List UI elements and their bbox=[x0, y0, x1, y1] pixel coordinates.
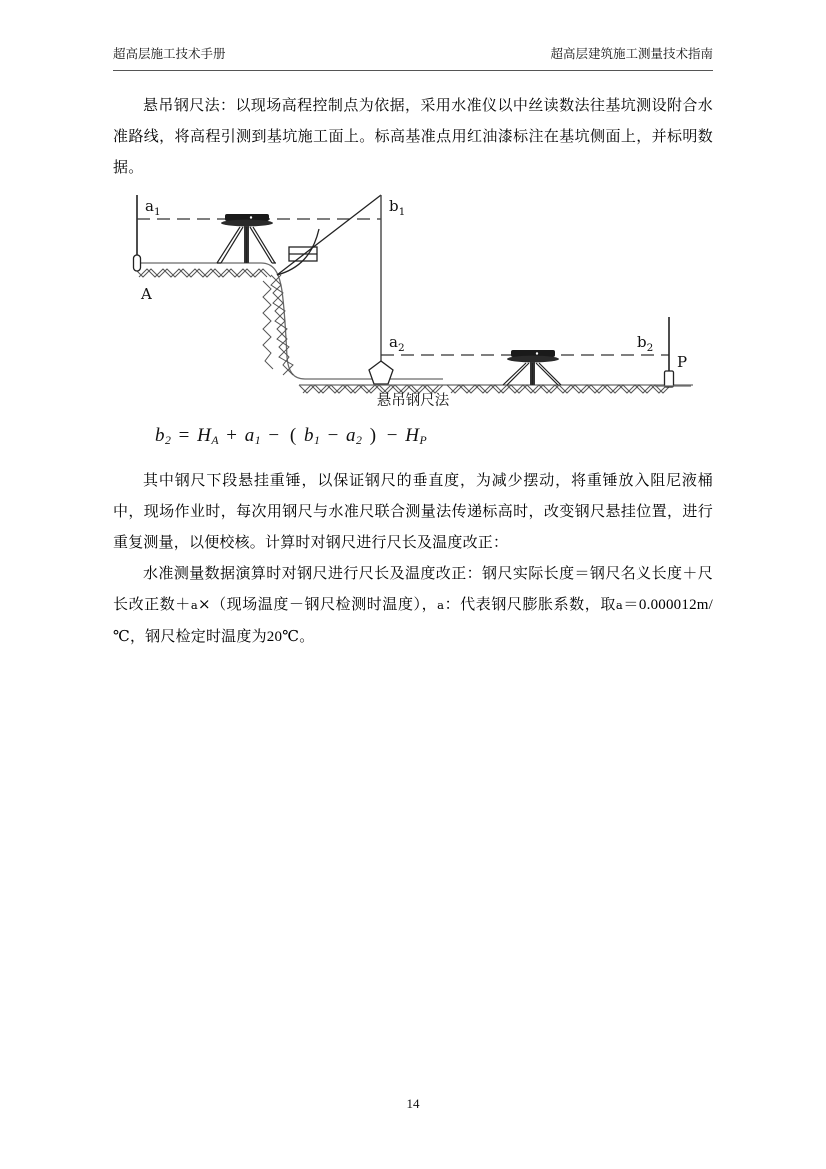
formula-equals: = bbox=[178, 425, 190, 446]
paragraph-3-segment-6: 。 bbox=[299, 627, 315, 645]
level-instrument-lower bbox=[503, 350, 561, 385]
label-point-p: P bbox=[677, 353, 688, 371]
paragraph-3-segment-5: ，钢尺检定时温度为 bbox=[129, 627, 267, 645]
formula-lhs: $b_2$ bbox=[155, 425, 171, 448]
header-left-text: 超高层施工技术手册 bbox=[113, 46, 226, 61]
header-right-text: 超高层建筑施工测量技术指南 bbox=[550, 46, 713, 61]
paragraph-3-var-1: a bbox=[190, 598, 198, 612]
formula-b1: $b_1$ bbox=[303, 425, 320, 448]
staff-rod-p bbox=[655, 317, 691, 387]
label-b2: $b_2$ bbox=[637, 333, 654, 354]
formula-minus-1: − bbox=[268, 425, 280, 446]
paragraph-3-var-2: a bbox=[437, 598, 445, 612]
paragraph-3-segment-3: ：代表钢尺膨胀系数，取 bbox=[444, 595, 616, 613]
plumb-weight bbox=[369, 361, 393, 384]
figure-caption: 悬吊钢尺法 bbox=[376, 393, 450, 409]
expansion-coefficient-value: 0.000012m/℃ bbox=[113, 597, 714, 645]
formula-minus-2: − bbox=[327, 425, 339, 446]
formula-plus: + bbox=[226, 425, 237, 446]
label-a1: $a_1$ bbox=[145, 197, 161, 218]
paragraph-3-segment-1: 水准测量数据演算时对钢尺进行尺长及温度改正：钢尺实际长度＝钢尺名义长度＋尺长改正数＋ bbox=[113, 564, 713, 613]
level-instrument-upper bbox=[217, 214, 276, 263]
label-point-a: A bbox=[141, 285, 152, 303]
paragraph-3-segment-2: ×（现场温度－钢尺检测时温度）， bbox=[197, 595, 438, 613]
formula-a2: $a_2$ bbox=[346, 425, 362, 448]
formula-b2 bbox=[113, 425, 713, 465]
figure-suspended-steel-tape-method bbox=[113, 189, 713, 419]
formula-open-paren: ( bbox=[289, 425, 297, 446]
document-body bbox=[113, 90, 713, 653]
label-b1: $b_1$ bbox=[389, 197, 406, 218]
calibration-temperature-value: 20℃ bbox=[266, 629, 300, 645]
formula-a1: $a_1$ bbox=[244, 425, 261, 448]
running-header bbox=[113, 46, 713, 61]
formula-hp: $H_P$ bbox=[405, 425, 427, 448]
header-divider bbox=[113, 70, 713, 71]
formula-minus-3: − bbox=[386, 425, 398, 446]
earth-hatching bbox=[135, 269, 443, 393]
paragraph-3 bbox=[113, 558, 713, 653]
label-a2: $a_2$ bbox=[389, 333, 405, 354]
formula-ha: $H_A$ bbox=[197, 425, 219, 448]
page-number: 14 bbox=[406, 1096, 420, 1111]
paragraph-2: 其中钢尺下段悬挂重锤，以保证钢尺的垂直度，为减少摆动，将重锤放入阻尼液桶中，现场作业时，每次用钢尺与水准尺联合测量法传递标高时，改变钢尺悬挂位置，进行重复测量，以便校核。计算时对钢尺进行尺长及温度改正： bbox=[113, 471, 713, 551]
tape-support-bracket bbox=[277, 195, 381, 275]
formula-close-paren: ) bbox=[369, 425, 377, 446]
paragraph-3-segment-4: ＝ bbox=[622, 595, 639, 613]
figure-diagram bbox=[113, 189, 713, 419]
paragraph-1: 悬吊钢尺法：以现场高程控制点为依据，采用水准仪以中丝读数法往基坑测设附合水准路线，将高程引测到基坑施工面上。标高基准点用红油漆标注在基坑侧面上，并标明数据。 bbox=[113, 96, 713, 176]
staff-rod-a bbox=[134, 195, 141, 271]
paragraph-3-var-3: a bbox=[615, 598, 623, 612]
